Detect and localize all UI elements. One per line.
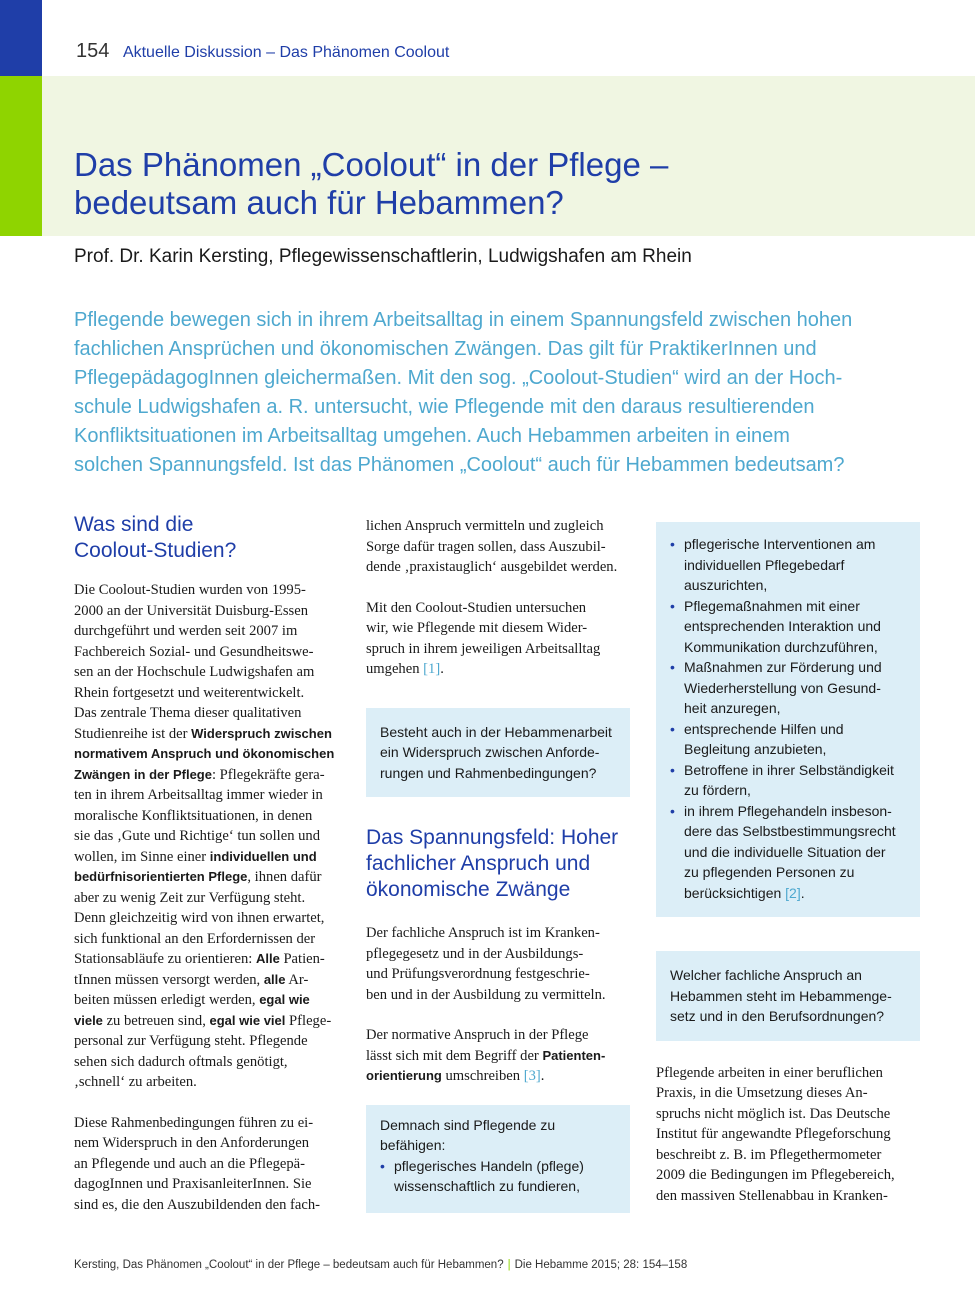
column-3 xyxy=(656,522,920,1206)
paragraph: Pflegende arbeiten in einer beruflichen Praxis, in die Umsetzung dieses An- spruchs nicht möglich ist. Das Deutsche Institut für angewandte Pflegeforschung beschreibt z. B. im Pflegethermometer 2009 die Bedingungen im Pflegebereich, den massiven Stellenabbau in Kranken- xyxy=(656,1064,895,1204)
section-heading: Das Spannungsfeld: Hoher fachlicher Anspruch und ökonomische Zwänge xyxy=(366,826,619,901)
paragraph: Der fachliche Anspruch ist im Kranken- pflegegesetz und in der Ausbildungs- und Prüfungsverordnung festgeschrie- ben und in der Ausbildung zu vermitteln. xyxy=(366,925,606,1003)
header-green-bar xyxy=(0,76,42,236)
page-footer: Kersting, Das Phänomen „Coolout“ in der Pflege – bedeutsam auch für Hebammen? | Die Hebamme 2015; 28: 154–158 xyxy=(74,1259,688,1271)
section-title: Aktuelle Diskussion – Das Phänomen Coolout xyxy=(122,44,450,61)
paragraph: lichen Anspruch vermitteln und zugleich Sorge dafür tragen sollen, dass Auszubil- dende ‚praxistauglich‘ ausgebildet werden. xyxy=(366,518,618,575)
list-item: • Betroffene in ihrer Selbständigkeit zu fördern, xyxy=(670,760,906,801)
paragraph: Diese Rahmenbedingungen führen zu ei- nem Widerspruch in den Anforderungen an Pflegende und auch an die Pflegepä- dagogInnen und PraxisanleiterInnen. Sie sind es, die den Auszubildenden den fach- xyxy=(74,1114,320,1213)
article-title: Das Phänomen „Coolout“ in der Pflege – bedeutsam auch für Hebammen? xyxy=(74,146,669,221)
question-box: Besteht auch in der Hebammenarbeit ein Widerspruch zwischen Anforde- rungen und Rahmenbedingungen? xyxy=(366,708,630,798)
info-box: Demnach sind Pflegende zu befähigen: • pflegerisches Handeln (pflege) wissenschaftlich zu fundieren, xyxy=(366,1105,630,1213)
paragraph: Mit den Coolout-Studien untersuchen wir, wie Pflegende mit diesem Wider- spruch in ihrem jeweiligen Arbeitsalltag umgehen [1]. xyxy=(366,599,601,677)
list-item: • Maßnahmen zur Förderung und Wiederherstellung von Gesund- heit anzuregen, xyxy=(670,657,906,719)
header-blue-bar xyxy=(0,0,42,76)
list-item: • Pflegemaßnahmen mit einer entsprechenden Interaktion und Kommunikation durchzuführen, xyxy=(670,596,906,658)
paragraph: Die Coolout-Studien wurden von 1995- 2000 an der Universität Duisburg-Essen durchgeführt und werden seit 2007 im Fachbereich Sozial- und Gesundheitswe- sen an der Hochschule Ludwigshafen am Rhein fortgesetzt und weiterentwickelt. Das zentrale Thema dieser qualitativen Studienreihe ist der Widerspruch zwischen normativem Anspruch und ökonomischen Zwängen in der Pflege: Pflegekräfte gera- ten in ihrem Arbeitsalltag immer wieder in moralische Konfliktsituationen, in denen sie das ‚Gute und Richtige‘ tun sollen und wollen, im Sinne einer individuellen und bedürfnisorientierten Pflege, ihnen dafür aber zu wenig Zeit zur Verfügung steht. Denn gleichzeitig wird von ihnen erwartet, sich funktional an den Erfordernissen der Stationsabläufe zu orientieren: Alle Patien- tInnen müssen versorgt werden, alle Ar- beiten müssen erledigt werden, egal wie viele zu betreuen sind, egal wie viel Pflege- personal zur Verfügung steht. Pflegende sehen sich dadurch oftmals genötigt, ‚schnell‘ zu arbeiten. xyxy=(74,582,335,1090)
column-2 xyxy=(366,516,630,1213)
list-item: • in ihrem Pflegehandeln insbeson- dere das Selbstbestimmungsrecht und die individuelle Situation der zu pflegenden Personen zu berücksichtigen [2]. xyxy=(670,801,906,904)
question-box: Welcher fachliche Anspruch an Hebammen steht im Hebammenge- setz und in den Berufsordnungen? xyxy=(656,951,920,1041)
list-item: • entsprechende Hilfen und Begleitung anzubieten, xyxy=(670,719,906,760)
footer-source: Die Hebamme 2015; 28: 154–158 xyxy=(514,1259,688,1271)
citation-link[interactable]: [2] xyxy=(785,884,801,901)
info-box xyxy=(656,522,920,917)
footer-title: Das Phänomen „Coolout“ in der Pflege – bedeutsam auch für Hebammen? xyxy=(122,1259,504,1271)
footer-author: Kersting, xyxy=(74,1259,120,1271)
citation-link[interactable]: [3] xyxy=(523,1068,541,1084)
page-number: 154 xyxy=(76,40,110,62)
list-item: • pflegerisches Handeln (pflege) wissenschaftlich zu fundieren, xyxy=(380,1156,616,1197)
author-line: Prof. Dr. Karin Kersting, Pflegewissenschaftlerin, Ludwigshafen am Rhein xyxy=(74,246,692,267)
paragraph: Der normative Anspruch in der Pflege lässt sich mit dem Begriff der Patienten- orientierung umschreiben [3]. xyxy=(366,1027,606,1084)
running-head xyxy=(76,40,449,63)
lead-paragraph: Pflegende bewegen sich in ihrem Arbeitsalltag in einem Spannungsfeld zwischen hohen fachlichen Ansprüchen und ökonomischen Zwängen. Das gilt für PraktikerInnen und PflegepädagogInnen gleichermaßen. Mit den sog. „Coolout-Studien“ wird an der Hoch- schule Ludwigshafen a. R. untersucht, wie Pflegende mit den daraus resultierenden Konfliktsituationen im Arbeitsalltag umgehen. Auch Hebammen arbeiten in einem solchen Spannungsfeld. Ist das Phänomen „Coolout“ auch für Hebammen bedeutsam? xyxy=(74,309,853,476)
list-item: • pflegerische Interventionen am individuellen Pflegebedarf auszurichten, xyxy=(670,534,906,596)
column-1 xyxy=(74,512,338,1215)
section-heading: Was sind die Coolout-Studien? xyxy=(74,513,237,562)
citation-link[interactable]: [1] xyxy=(423,661,441,677)
